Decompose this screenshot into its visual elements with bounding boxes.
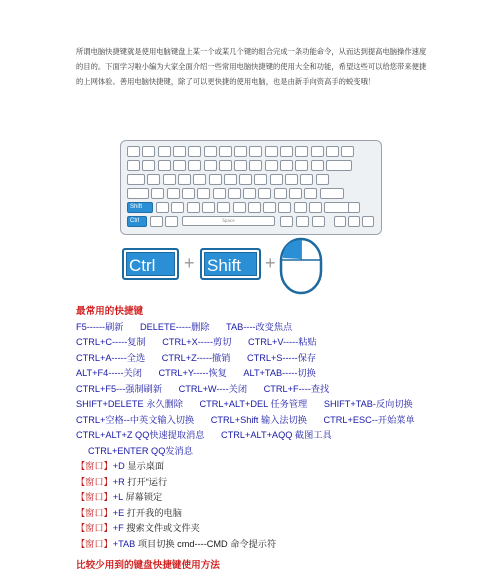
arrow-key: [334, 216, 346, 227]
shortcut-list: [76, 304, 426, 574]
shortcut-item: CTRL+C-----复制: [76, 337, 146, 347]
keyboard-key: [173, 160, 186, 171]
keyboard-key: [147, 174, 160, 185]
shortcut-row: [76, 428, 426, 444]
mouse-icon: [278, 236, 324, 296]
keyboard-key: [274, 188, 287, 199]
shortcut-row: [76, 444, 426, 460]
shortcut-item: CTRL+S-----保存: [246, 352, 317, 363]
shortcut-item: CTRL+F----查找: [263, 383, 330, 394]
keyboard-key: [156, 202, 169, 213]
keyboard-key: [309, 202, 322, 213]
keyboard-key: [158, 146, 171, 157]
keyboard-key: [127, 146, 140, 157]
shortcut-item: SHIFT+DELETE 永久删除: [76, 399, 183, 409]
win-shortcut-code: +E: [112, 507, 125, 518]
shortcut-row: [76, 382, 426, 398]
shortcut-item: SHIFT+TAB-反向切换: [323, 399, 413, 409]
space-key: Space: [182, 216, 275, 226]
shortcut-item: CTRL+Z-----撤销: [161, 352, 231, 363]
win-shortcut-desc: 打开我的电脑: [124, 507, 182, 518]
windows-key-label: 【窗口】: [76, 461, 113, 471]
keyboard-key: [187, 202, 200, 213]
keyboard-key: [202, 202, 215, 213]
keyboard-key: [158, 160, 171, 171]
keyboard-key: [265, 160, 278, 171]
keyboard-key: [289, 188, 302, 199]
shortcut-row: [76, 335, 426, 351]
keyboard-key: [311, 160, 324, 171]
arrow-key: [348, 202, 360, 213]
win-shortcut-row: [76, 521, 426, 537]
keyboard-key: [127, 174, 145, 185]
shortcut-item: CTRL+空格--中英文输入切换: [76, 414, 195, 425]
keyboard-key: [270, 174, 283, 185]
keyboard-key: [171, 202, 184, 213]
keyboard-key: [213, 188, 226, 199]
win-shortcut-code: +L: [112, 492, 123, 502]
arrow-key: [362, 216, 374, 227]
windows-key-list: [76, 459, 426, 552]
keyboard-key: [219, 146, 232, 157]
win-shortcut-row: [76, 537, 426, 553]
keyboard-key: [295, 146, 308, 157]
keyboard-key: [163, 174, 176, 185]
keyboard-key: [316, 174, 329, 185]
keyboard-key: [142, 146, 155, 157]
keyboard-key: [326, 160, 352, 171]
keyboard-key: [243, 188, 256, 199]
windows-key-label: 【窗口】: [76, 538, 113, 549]
win-shortcut-desc: 打开“运行: [124, 476, 168, 487]
keyboard-key: [294, 202, 307, 213]
shortcut-item: CTRL+ALT+AQQ 截图工具: [221, 430, 332, 440]
keyboard-key: [265, 146, 278, 157]
keyboard-key: [296, 216, 309, 227]
section-title-common: 最常用的快捷键: [76, 306, 144, 317]
shortcut-item: CTRL+F5---强制刷新: [76, 383, 163, 394]
keyboard-key: [142, 160, 155, 171]
keyboard-key: [209, 174, 222, 185]
win-shortcut-row: [76, 506, 426, 522]
keyboard-key: [193, 174, 206, 185]
win-shortcut-code: +TAB: [112, 538, 136, 549]
keyboard-key: [178, 174, 191, 185]
win-shortcut-code: +R: [112, 476, 125, 487]
shortcut-row: [76, 320, 426, 336]
intro-paragraph: 所谓电脑快捷键就是使用电脑键盘上某一个或某几个键的组合完成一条功能命令，从而达到提高电脑操作速度的目的。下面学习啦小编为大家全面介绍一些常用电脑快捷键的使用大全和功能，希望这些可以给您带来便捷的上网体验。善用电脑快捷键，除了可以更快捷的使用电脑，也是由新手向资高手的蜕变哦！: [76, 47, 427, 86]
keyboard-key: [197, 188, 210, 199]
keyboard-key: [278, 202, 291, 213]
win-shortcut-desc: 显示桌面: [124, 461, 165, 471]
shortcut-row: [76, 397, 426, 413]
keyboard-key: [311, 146, 324, 157]
keyboard-key: [239, 174, 252, 185]
keyboard-key: [188, 160, 201, 171]
win-shortcut-desc: 搜索文件或文件夹: [123, 523, 200, 533]
windows-key-label: 【窗口】: [76, 492, 113, 502]
keyboard-key: [127, 160, 140, 171]
keyboard-key: [304, 188, 317, 199]
shortcut-row: [76, 351, 426, 367]
keyboard-key: [173, 146, 186, 157]
keyboard-key: [151, 188, 164, 199]
shortcut-item: CTRL+X-----剪切: [162, 337, 232, 347]
shortcut-item: ALT+F4-----关闭: [76, 368, 142, 378]
win-shortcut-code: +D: [112, 461, 125, 471]
keyboard-key: [188, 146, 201, 157]
keyboard-key: [280, 146, 293, 157]
keyboard-key: [326, 146, 339, 157]
plus-sign: +: [184, 253, 195, 273]
keyboard-key: [224, 174, 237, 185]
keyboard-key: [150, 216, 163, 227]
ctrl-big-key: Ctrl: [122, 248, 179, 280]
shortcut-item: CTRL+ALT+DEL 任务管理: [199, 399, 308, 409]
shortcut-item: CTRL+Shift 输入法切换: [210, 414, 307, 425]
win-shortcut-row: [76, 459, 426, 475]
win-shortcut-row: [76, 490, 426, 506]
windows-key-label: 【窗口】: [76, 507, 113, 518]
windows-key-label: 【窗口】: [76, 523, 113, 533]
keyboard-key: [295, 160, 308, 171]
arrow-key: [348, 216, 360, 227]
shortcut-row: [76, 366, 426, 382]
keyboard-key: [204, 146, 217, 157]
shortcut-item: CTRL+W----关闭: [178, 383, 248, 394]
keyboard-key: [280, 160, 293, 171]
keyboard-key: [234, 160, 247, 171]
keyboard-key: [263, 202, 276, 213]
shortcut-item: CTRL+ENTER QQ发消息: [88, 445, 193, 456]
keyboard-key: [280, 216, 293, 227]
shortcut-item: CTRL+V-----粘贴: [247, 337, 317, 347]
keyboard-key: [312, 216, 325, 227]
shortcut-item: CTRL+ESC--开始菜单: [323, 414, 415, 425]
shift-big-key: Shift: [200, 248, 261, 280]
keyboard-key: [127, 188, 149, 199]
shortcut-item: CTRL+Y-----恢复: [158, 368, 227, 378]
section-title-rare: 比较少用到的键盘快捷键使用方法: [76, 560, 220, 571]
win-shortcut-code: +F: [112, 523, 124, 533]
shortcut-item: TAB----改变焦点: [226, 321, 293, 332]
keyboard-key: [341, 146, 354, 157]
keyboard-illustration: [120, 140, 382, 235]
win-shortcut-desc: 屏幕锁定: [122, 492, 163, 502]
keyboard-key: [248, 202, 261, 213]
shortcut-row: [76, 413, 426, 429]
keyboard-key: [204, 160, 217, 171]
keyboard-key: [249, 160, 262, 171]
keyboard-key: [167, 188, 180, 199]
keyboard-key: [219, 160, 232, 171]
win-shortcut-row: [76, 475, 426, 491]
keyboard-key: [234, 146, 247, 157]
keyboard-key: [254, 174, 267, 185]
plus-sign: +: [265, 253, 276, 273]
keyboard-key: [320, 188, 344, 199]
shift-key: Shift: [127, 202, 153, 213]
keyboard-key: [233, 202, 246, 213]
keyboard-key: [249, 146, 262, 157]
shortcut-item: F5------刷新: [76, 321, 124, 332]
keyboard-key: [228, 188, 241, 199]
keyboard-key: [165, 216, 178, 227]
keyboard-key: [258, 188, 271, 199]
keyboard-key: [300, 174, 313, 185]
shortcut-item: DELETE-----删除: [140, 321, 210, 332]
shortcut-item: CTRL+A-----全选: [76, 352, 146, 363]
shortcut-item: ALT+TAB-----切换: [243, 368, 316, 378]
ctrl-key: Ctrl: [127, 216, 147, 227]
windows-key-label: 【窗口】: [76, 476, 113, 487]
keyboard-key: [217, 202, 230, 213]
keyboard-key: [285, 174, 298, 185]
win-shortcut-desc: 项目切换 cmd----CMD 命令提示符: [135, 538, 277, 549]
keyboard-key: [182, 188, 195, 199]
shortcut-item: CTRL+ALT+Z QQ快速提取消息: [76, 430, 205, 440]
